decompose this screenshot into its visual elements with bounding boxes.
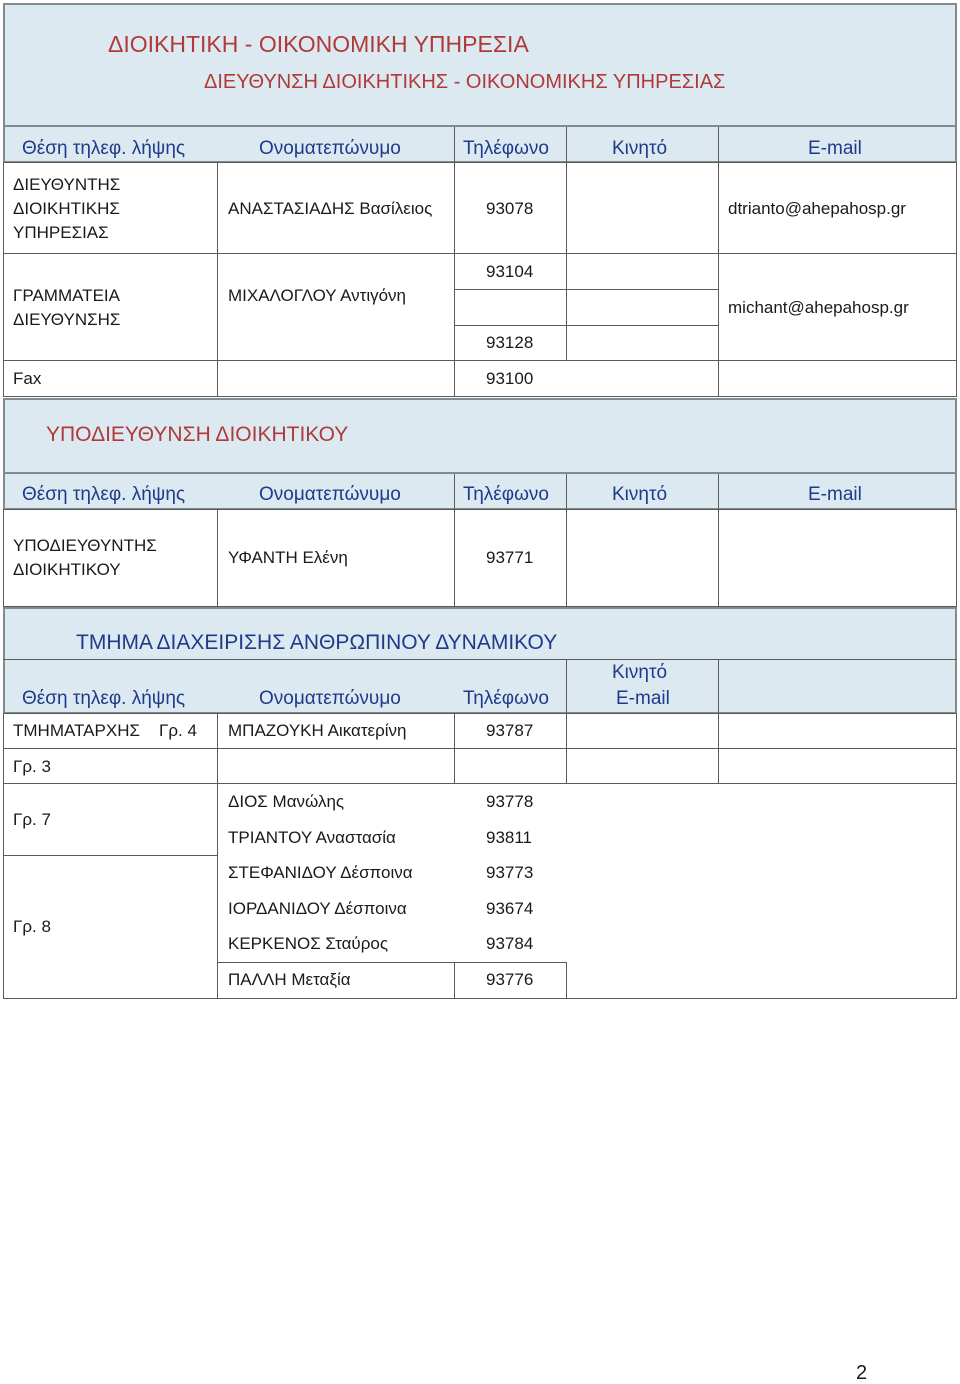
- header-name: Ονοματεπώνυμο: [259, 484, 401, 505]
- header-mobile: Κινητό: [612, 662, 668, 683]
- staff-phone: 93773: [486, 863, 534, 882]
- header-name: Ονοματεπώνυμο: [259, 138, 401, 159]
- staff-name: ΠΑΛΛΗ Μεταξία: [228, 970, 351, 989]
- director-position-line1: ΔΙΕΥΘΥΝΤΗΣ: [13, 175, 121, 194]
- header-phone: Τηλέφωνο: [463, 688, 549, 709]
- subdirector-position-line1: ΥΠΟΔΙΕΥΘΥΝΤΗΣ: [13, 536, 157, 555]
- staff-phone: 93811: [486, 828, 533, 847]
- secretariat-position-line2: ΔΙΕΥΘΥΝΣΗΣ: [13, 310, 121, 329]
- head-name: ΜΠΑΖΟΥΚΗ Αικατερίνη: [228, 721, 407, 740]
- table-row: [3, 509, 957, 607]
- secretariat-position-line1: ΓΡΑΜΜΑΤΕΙΑ: [13, 286, 120, 305]
- office-3-label: Γρ. 3: [13, 757, 51, 776]
- fax-label: Fax: [13, 369, 42, 388]
- subdirector-position-line2: ΔΙΟΙΚΗΤΙΚΟΥ: [13, 560, 121, 579]
- secretariat-email[interactable]: michant@ahepahosp.gr: [728, 298, 909, 317]
- header-email: E-mail: [808, 484, 862, 505]
- staff-phone: 93674: [486, 899, 534, 918]
- header-phone: Τηλέφωνο: [463, 138, 549, 159]
- director-position-line3: ΥΠΗΡΕΣΙΑΣ: [13, 223, 109, 242]
- header-name: Ονοματεπώνυμο: [259, 688, 401, 709]
- director-position-line2: ΔΙΟΙΚΗΤΙΚΗΣ: [13, 199, 120, 218]
- secretariat-phone-1: 93104: [486, 262, 534, 281]
- office-8-label: Γρ. 8: [13, 917, 51, 936]
- table-row: [3, 713, 957, 749]
- director-phone: 93078: [486, 199, 534, 218]
- header-position: Θέση τηλεφ. λήψης: [22, 484, 186, 505]
- header-position: Θέση τηλεφ. λήψης: [22, 688, 186, 709]
- section1-subtitle: ΔΙΕΥΘΥΝΣΗ ΔΙΟΙΚΗΤΙΚΗΣ - ΟΙΚΟΝΟΜΙΚΗΣ ΥΠΗΡΕΣΙΑΣ: [204, 71, 726, 93]
- staff-name: ΔΙΟΣ Μανώλης: [228, 792, 345, 811]
- section1-header-band: [3, 3, 957, 127]
- header-position: Θέση τηλεφ. λήψης: [22, 138, 186, 159]
- subdirector-phone: 93771: [486, 548, 534, 567]
- secretariat-name: ΜΙΧΑΛΟΓΛΟΥ Αντιγόνη: [228, 286, 407, 305]
- header-mobile: Κινητό: [612, 484, 668, 505]
- staff-phone: 93776: [486, 970, 534, 989]
- section2-title: ΥΠΟΔΙΕΥΘΥΝΣΗ ΔΙΟΙΚΗΤΙΚΟΥ: [46, 423, 349, 446]
- header-email: E-mail: [808, 138, 862, 159]
- page-number: 2: [856, 1362, 868, 1384]
- staff-name: ΙΟΡΔΑΝΙΔΟΥ Δέσποινα: [228, 899, 407, 918]
- section3-title: ΤΜΗΜΑ ΔΙΑΧΕΙΡΙΣΗΣ ΑΝΘΡΩΠΙΝΟΥ ΔΥΝΑΜΙΚΟΥ: [76, 631, 558, 654]
- staff-phone: 93784: [486, 934, 534, 953]
- subdirector-name: ΥΦΑΝΤΗ Ελένη: [228, 548, 348, 567]
- staff-name: ΚΕΡΚΕΝΟΣ Σταύρος: [228, 934, 389, 953]
- staff-phone: 93778: [486, 792, 534, 811]
- section1-title: ΔΙΟΙΚΗΤΙΚΗ - ΟΙΚΟΝΟΜΙΚΗ ΥΠΗΡΕΣΙΑ: [108, 31, 529, 57]
- office-7-label: Γρ. 7: [13, 810, 51, 829]
- staff-name: ΤΡΙΑΝΤΟΥ Αναστασία: [228, 828, 396, 847]
- head-office: Γρ. 4: [159, 721, 197, 740]
- head-position: ΤΜΗΜΑΤΑΡΧΗΣ: [13, 721, 140, 740]
- header-email: E-mail: [616, 688, 670, 709]
- director-email[interactable]: dtrianto@ahepahosp.gr: [728, 199, 906, 218]
- table-row: [3, 748, 957, 784]
- secretariat-phone-2: 93128: [486, 333, 534, 352]
- fax-phone: 93100: [486, 369, 534, 388]
- header-mobile: Κινητό: [612, 138, 668, 159]
- director-name: ΑΝΑΣΤΑΣΙΑΔΗΣ Βασίλειος: [228, 199, 433, 218]
- staff-name: ΣΤΕΦΑΝΙΔΟΥ Δέσποινα: [228, 863, 413, 882]
- table-row: [3, 360, 957, 397]
- staff-block: [3, 783, 957, 999]
- header-phone: Τηλέφωνο: [463, 484, 549, 505]
- head-phone: 93787: [486, 721, 534, 740]
